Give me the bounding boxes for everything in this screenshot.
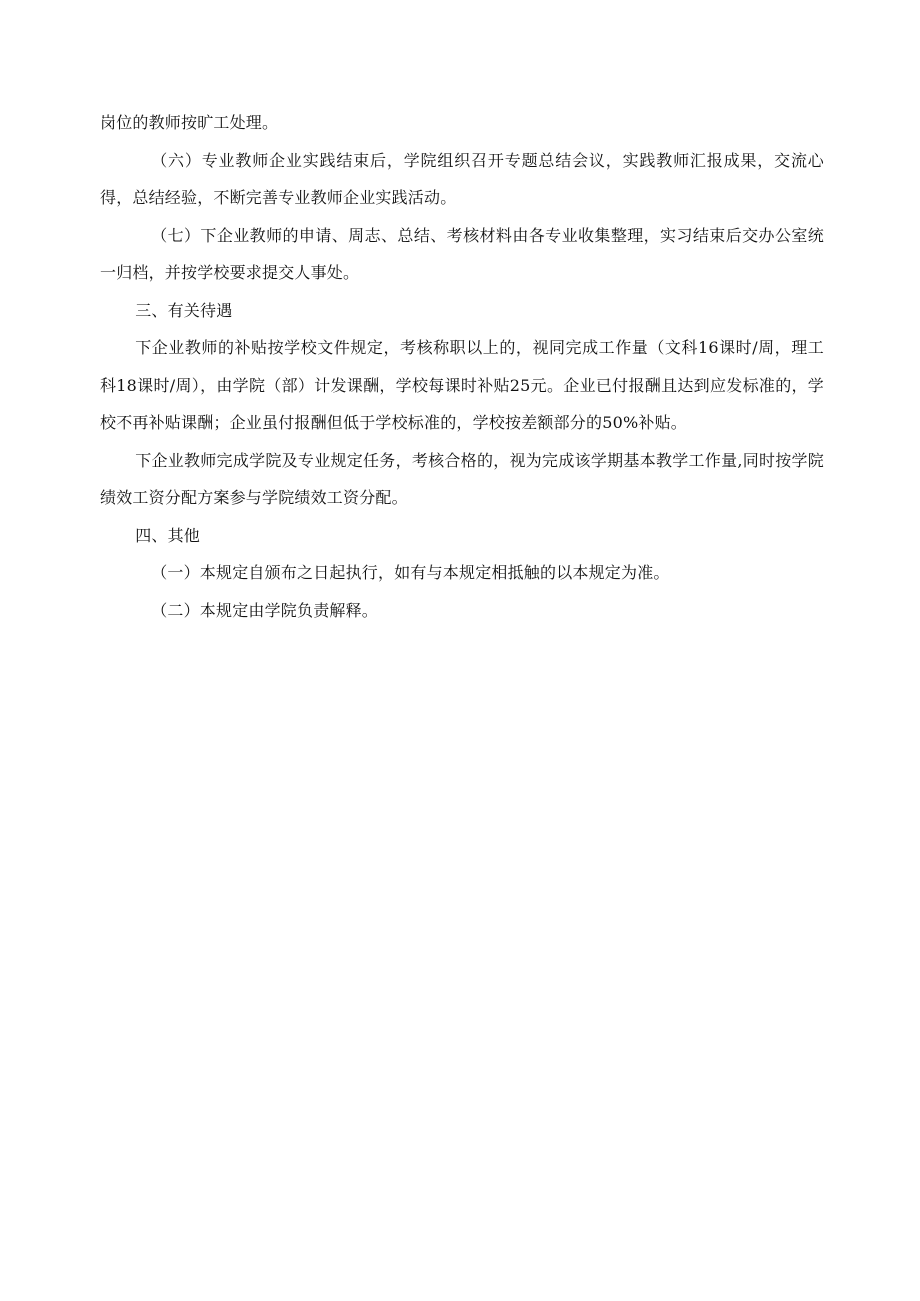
paragraph-workload: 下企业教师完成学院及专业规定任务，考核合格的，视为完成该学期基本教学工作量,同时按学院绩效工资分配方案参与学院绩效工资分配。 (100, 450, 824, 507)
section-heading-4: 四、其他 (135, 525, 200, 545)
paragraph-allowance: 下企业教师的补贴按学校文件规定，考核称职以上的，视同完成工作量（文科16课时/周，理工科18课时/周），由学院（部）计发课酬，学校每课时补贴25元。企业已付报酬且达到应发标准的，学校不再补贴课酬；企业虽付报酬但低于学校标准的，学校按差额部分的50%补贴。 (100, 338, 824, 432)
paragraph-item-6: （六）专业教师企业实践结束后，学院组织召开专题总结会议，实践教师汇报成果，交流心得，总结经验，不断完善专业教师企业实践活动。 (100, 150, 824, 207)
paragraph-item-7: （七）下企业教师的申请、周志、总结、考核材料由各专业收集整理，实习结束后交办公室统一归档，并按学校要求提交人事处。 (100, 225, 824, 282)
paragraph-item-1: （一）本规定自颁布之日起执行，如有与本规定相抵触的以本规定为准。 (151, 563, 670, 582)
section-heading-3: 三、有关待遇 (135, 300, 233, 320)
document-body (100, 104, 824, 629)
paragraph-continuation: 岗位的教师按旷工处理。 (100, 113, 279, 132)
paragraph-item-2: （二）本规定由学院负责解释。 (151, 600, 378, 620)
